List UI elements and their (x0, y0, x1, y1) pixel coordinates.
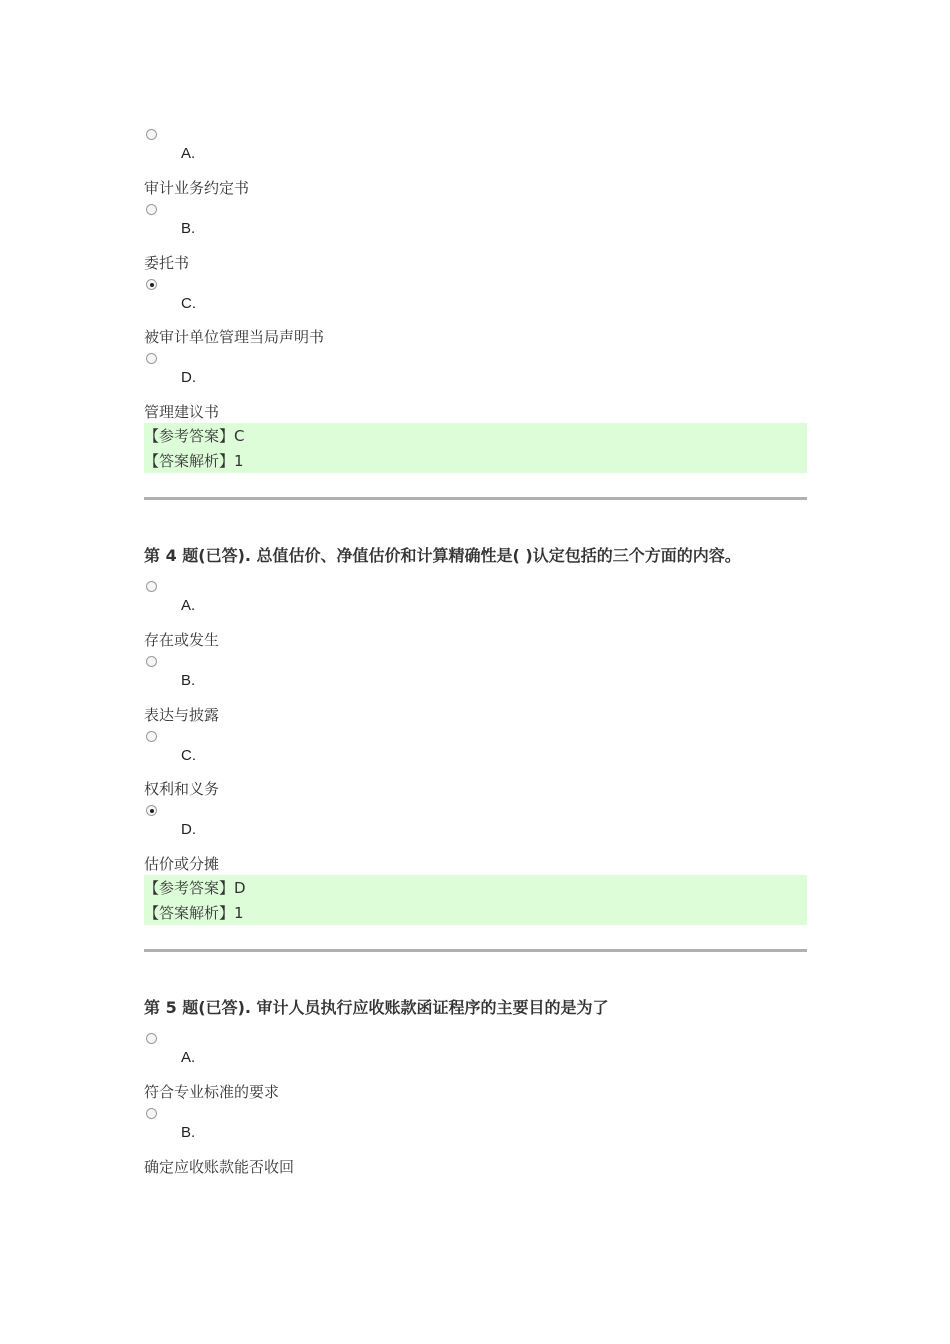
q4-option-a-letter: A. (181, 597, 196, 614)
q4-option-a-text: 存在或发生 (144, 631, 220, 649)
q4-option-d-radio[interactable] (146, 805, 157, 816)
q5-option-b-radio[interactable] (146, 1108, 157, 1119)
q4-answer-analysis: 【答案解析】1 (144, 904, 244, 922)
q4-option-c-text: 权利和义务 (144, 780, 220, 798)
q4-option-b-text: 表达与披露 (144, 706, 220, 724)
q3-option-d-letter: D. (181, 369, 196, 386)
divider (144, 497, 807, 500)
q5-option-b-letter: B. (181, 1124, 196, 1141)
q5-option-b-text: 确定应收账款能否收回 (144, 1158, 295, 1176)
q4-option-a-radio[interactable] (146, 581, 157, 592)
q5-option-a-letter: A. (181, 1049, 196, 1066)
divider (144, 949, 807, 952)
q5-title: 第 5 题(已答). 审计人员执行应收账款函证程序的主要目的是为了 (144, 998, 609, 1017)
q3-option-d-radio[interactable] (146, 353, 157, 364)
q4-reference-answer: 【参考答案】D (144, 879, 246, 897)
q3-option-c-text: 被审计单位管理当局声明书 (144, 328, 325, 346)
q5-option-a-text: 符合专业标准的要求 (144, 1083, 280, 1101)
q4-option-c-radio[interactable] (146, 731, 157, 742)
q4-option-d-letter: D. (181, 821, 196, 838)
q3-option-a-radio[interactable] (146, 129, 157, 140)
q3-option-c-letter: C. (181, 295, 196, 312)
q3-option-b-text: 委托书 (144, 254, 190, 272)
q3-option-d-text: 管理建议书 (144, 403, 220, 421)
q3-reference-answer: 【参考答案】C (144, 427, 245, 445)
q4-option-d-text: 估价或分摊 (144, 855, 220, 873)
q4-option-c-letter: C. (181, 747, 196, 764)
q3-option-b-radio[interactable] (146, 204, 157, 215)
q3-option-a-letter: A. (181, 145, 196, 162)
q4-option-b-letter: B. (181, 672, 196, 689)
q3-option-c-radio[interactable] (146, 279, 157, 290)
q3-option-b-letter: B. (181, 220, 196, 237)
q4-title: 第 4 题(已答). 总值估价、净值估价和计算精确性是( )认定包括的三个方面的内容。 (144, 546, 741, 565)
q3-option-a-text: 审计业务约定书 (144, 179, 250, 197)
q3-answer-analysis: 【答案解析】1 (144, 452, 244, 470)
q5-option-a-radio[interactable] (146, 1033, 157, 1044)
q4-option-b-radio[interactable] (146, 656, 157, 667)
